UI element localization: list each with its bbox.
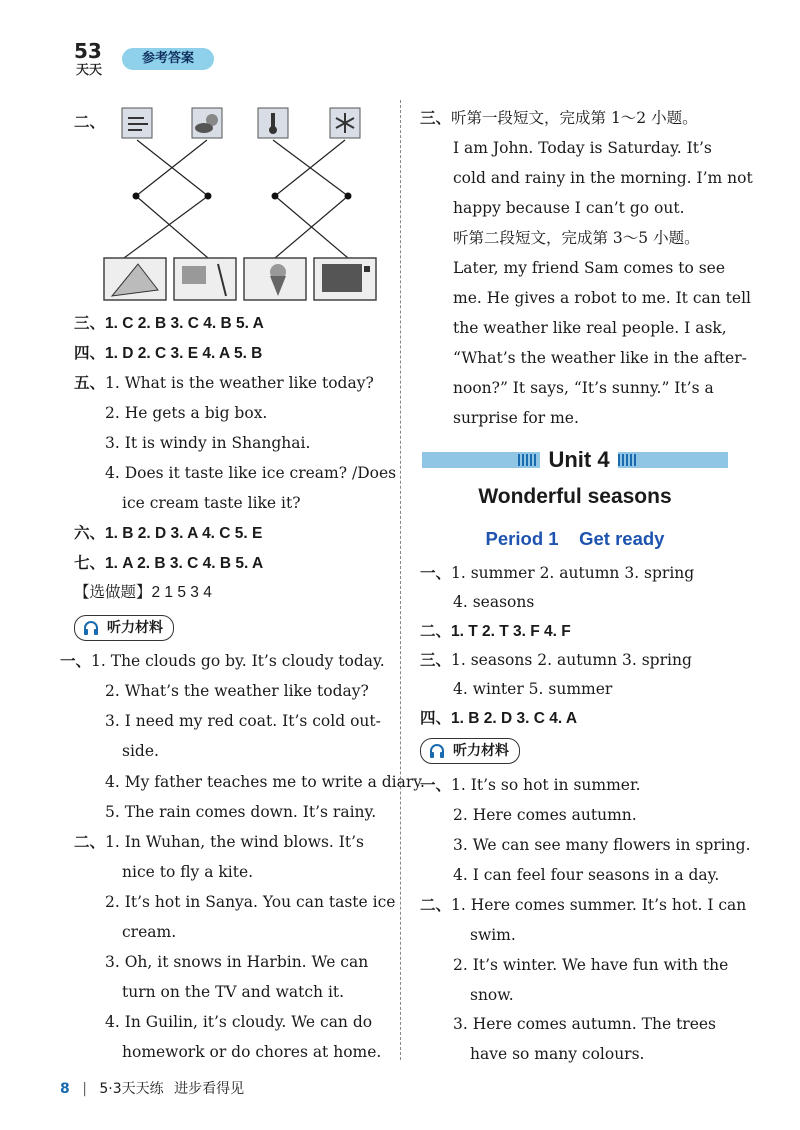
q5-answer-4: 4. Does it taste like ice cream? /Does [105, 464, 397, 482]
page-footer: 8 | 5·3天天练 进步看得见 [60, 1081, 245, 1097]
cloudy-sunny-icon [192, 108, 222, 138]
rl1-answer-1: 一、1. It’s so hot in summer. [420, 775, 641, 794]
r3-line-1: 三、听第一段短文，完成第 1～2 小题。 [420, 108, 698, 127]
l2-answer-2: 2. It’s hot in Sanya. You can taste ice [105, 893, 396, 911]
r3-line-6: Later, my friend Sam comes to see [453, 259, 726, 277]
l2-answer-2-cont: cream. [122, 923, 177, 941]
dot [205, 193, 212, 200]
page-number: 8 [60, 1081, 70, 1097]
rl2-answer-3-cont: have so many colours. [470, 1045, 645, 1063]
rl2-answer-1: 二、1. Here comes summer. It’s hot. I can [420, 895, 747, 914]
footer-brand: 5·3天天练 [99, 1081, 164, 1097]
p3-answers-cont: 4. winter 5. summer [453, 680, 613, 698]
dot [345, 193, 352, 200]
q5-answer-3: 3. It is windy in Shanghai. [105, 434, 311, 452]
q4-answers: 四、1. D 2. C 3. E 4. A 5. B [74, 343, 263, 362]
r3-line-7: me. He gives a robot to me. It can tell [453, 289, 751, 307]
p1-answers: 一、1. summer 2. autumn 3. spring [420, 563, 695, 582]
r3-line-11: surprise for me. [453, 409, 579, 427]
l2-answer-1: 二、1. In Wuhan, the wind blows. It’s [74, 832, 364, 851]
r3-line-10: noon?” It says, “It’s sunny.” It’s a [453, 379, 714, 397]
period-title: Period 1 Get ready [485, 528, 665, 549]
r3-line-5: 听第二段短文，完成第 3～5 小题。 [453, 229, 700, 247]
dot [133, 193, 140, 200]
thermometer-icon [258, 108, 288, 138]
p4-answers: 四、1. B 2. D 3. C 4. A [420, 708, 578, 727]
dot [272, 193, 279, 200]
r3-line-4: happy because I can’t go out. [453, 199, 685, 217]
rl2-answer-3: 3. Here comes autumn. The trees [453, 1015, 717, 1033]
unit-title: Wonderful seasons [478, 485, 672, 508]
l2-answer-3-cont: turn on the TV and watch it. [122, 983, 345, 1001]
l1-answer-3: 3. I need my red coat. It’s cold out- [105, 712, 381, 730]
p1-answers-cont: 4. seasons [453, 593, 535, 611]
weather-matching-diagram [100, 100, 400, 305]
l1-answer-1: 一、1. The clouds go by. It’s cloudy today. [60, 651, 385, 670]
windy-icon [122, 108, 152, 138]
headphones-icon [429, 743, 445, 759]
snowflake-icon [330, 108, 360, 138]
answer-key-tag: 参考答案 [122, 48, 214, 70]
rl1-answer-3: 3. We can see many flowers in spring. [453, 836, 751, 854]
svg-text:天天: 天天 [76, 63, 103, 78]
q5-answer-1: 五、1. What is the weather like today? [74, 373, 374, 392]
listening-material-badge-right: 听力材料 [420, 738, 520, 764]
q2-label: 二、 [74, 112, 106, 131]
unit-label: Unit 4 [544, 446, 614, 474]
column-divider [400, 100, 401, 1060]
q6-answers: 六、1. B 2. D 3. A 4. C 5. E [74, 523, 263, 542]
ice-cream-picture-icon [244, 258, 306, 300]
l1-answer-5: 5. The rain comes down. It’s rainy. [105, 803, 377, 821]
l2-answer-4: 4. In Guilin, it’s cloudy. We can do [105, 1013, 373, 1031]
p2-answers: 二、1. T 2. T 3. F 4. F [420, 621, 571, 640]
rl1-answer-2: 2. Here comes autumn. [453, 806, 637, 824]
r3-line-9: “What’s the weather like in the after- [453, 349, 747, 367]
rl1-answer-4: 4. I can feel four seasons in a day. [453, 866, 720, 884]
footer-slogan: 进步看得见 [174, 1081, 245, 1097]
q7-answers: 七、1. A 2. B 3. C 4. B 5. A [74, 553, 264, 572]
l1-answer-3-cont: side. [122, 742, 159, 760]
l2-answer-3: 3. Oh, it snows in Harbin. We can [105, 953, 369, 971]
svg-text:53: 53 [74, 39, 102, 63]
listening-material-badge: 听力材料 [74, 615, 174, 641]
optional-answers: 【选做题】2 1 5 3 4 [74, 584, 212, 601]
l1-answer-2: 2. What’s the weather like today? [105, 682, 369, 700]
chores-picture-icon [174, 258, 236, 300]
unit-banner [422, 448, 728, 472]
p3-answers: 三、1. seasons 2. autumn 3. spring [420, 650, 692, 669]
r3-line-2: I am John. Today is Saturday. It’s [453, 139, 712, 157]
q5-answer-2: 2. He gets a big box. [105, 404, 268, 422]
tv-picture-icon [314, 258, 376, 300]
kite-picture-icon [104, 258, 166, 300]
l2-answer-1-cont: nice to fly a kite. [122, 863, 254, 881]
headphones-icon [83, 620, 99, 636]
rl2-answer-2: 2. It’s winter. We have fun with the [453, 956, 729, 974]
rl2-answer-1-cont: swim. [470, 926, 516, 944]
l2-answer-4-cont: homework or do chores at home. [122, 1043, 382, 1061]
r3-line-3: cold and rainy in the morning. I’m not [453, 169, 753, 187]
rl2-answer-2-cont: snow. [470, 986, 514, 1004]
q3-answers: 三、1. C 2. B 3. C 4. B 5. A [74, 313, 264, 332]
l1-answer-4: 4. My father teaches me to write a diary. [105, 773, 425, 791]
r3-line-8: the weather like real people. I ask, [453, 319, 727, 337]
q5-answer-4-cont: ice cream taste like it? [122, 494, 301, 512]
brand-logo [72, 38, 114, 78]
